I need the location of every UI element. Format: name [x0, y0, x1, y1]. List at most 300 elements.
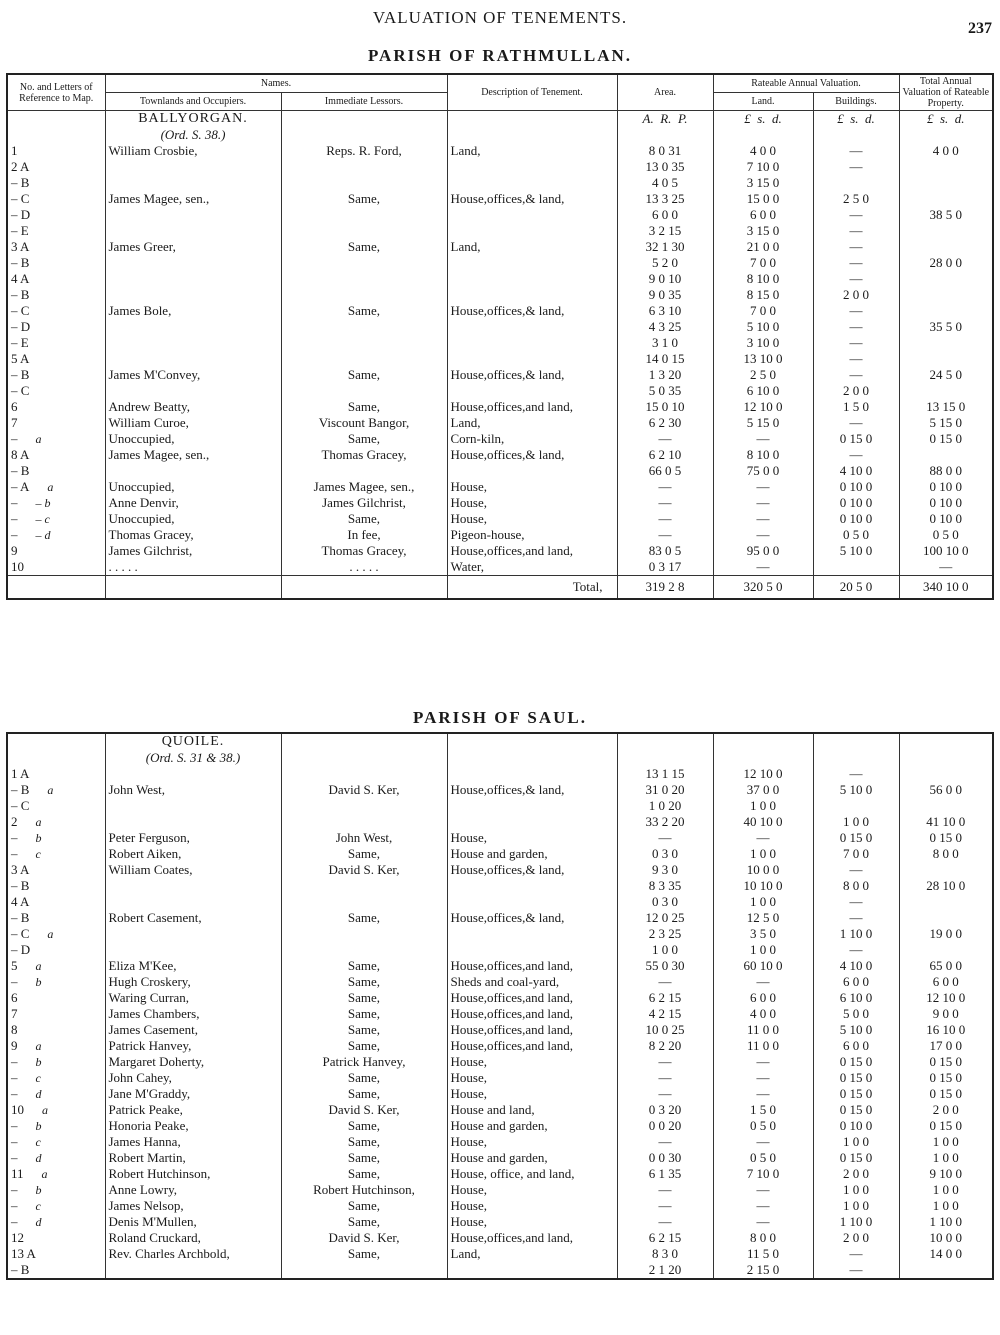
- row-buildings: 0 10 0: [813, 479, 899, 495]
- row-ref: [7, 1230, 105, 1246]
- row-total: 0 15 0: [899, 431, 993, 447]
- row-description: House,offices,& land,: [447, 367, 617, 383]
- row-ref: [7, 1038, 105, 1054]
- row-ref-number: – D: [11, 319, 31, 334]
- table-row: [7, 1134, 993, 1150]
- row-total: 0 10 0: [899, 511, 993, 527]
- row-ref-sub: d: [35, 1087, 42, 1101]
- row-description: House and land,: [447, 1102, 617, 1118]
- row-ref-sub: – d: [35, 528, 51, 542]
- row-ref-number: – B: [11, 463, 30, 478]
- row-ref: [7, 223, 105, 239]
- table-row: [7, 415, 993, 431]
- row-occupier: [105, 207, 281, 223]
- row-total: [899, 447, 993, 463]
- row-land: 1 0 0: [713, 846, 813, 862]
- row-area: 66 0 5: [617, 463, 713, 479]
- row-area: —: [617, 974, 713, 990]
- row-area: 6 0 0: [617, 207, 713, 223]
- row-description: Land,: [447, 1246, 617, 1262]
- row-total: 9 0 0: [899, 1006, 993, 1022]
- table-row: [7, 255, 993, 271]
- row-lessor: [281, 159, 447, 175]
- row-buildings: —: [813, 942, 899, 958]
- table-row: [7, 1262, 993, 1279]
- row-occupier: . . . . .: [105, 559, 281, 576]
- row-description: Pigeon-house,: [447, 527, 617, 543]
- row-land: 7 0 0: [713, 303, 813, 319]
- row-area: 4 3 25: [617, 319, 713, 335]
- row-total: 1 0 0: [899, 1134, 993, 1150]
- table-row: [7, 974, 993, 990]
- row-buildings: —: [813, 415, 899, 431]
- row-area: 10 0 25: [617, 1022, 713, 1038]
- row-ref: [7, 1182, 105, 1198]
- row-ref: [7, 1006, 105, 1022]
- row-lessor: David S. Ker,: [281, 782, 447, 798]
- row-lessor: [281, 1262, 447, 1279]
- row-buildings: 0 15 0: [813, 830, 899, 846]
- row-ref: [7, 255, 105, 271]
- row-total: [899, 303, 993, 319]
- row-area: 55 0 30: [617, 958, 713, 974]
- row-ref-number: 13 A: [11, 1246, 36, 1261]
- row-land: 13 10 0: [713, 351, 813, 367]
- row-description: House,: [447, 1198, 617, 1214]
- row-lessor: [281, 207, 447, 223]
- col-description: Description of Tenement.: [447, 74, 617, 111]
- row-ref-number: – C: [11, 383, 30, 398]
- row-buildings: —: [813, 223, 899, 239]
- row-ref-sub: a: [41, 1167, 48, 1181]
- row-total: [899, 766, 993, 782]
- table-row: [7, 431, 993, 447]
- row-buildings: —: [813, 1246, 899, 1262]
- col-ref: No. and Letters of Reference to Map.: [7, 74, 105, 111]
- row-area: 2 1 20: [617, 1262, 713, 1279]
- table-row: [7, 495, 993, 511]
- row-ref-sub: b: [35, 975, 42, 989]
- row-description: [447, 271, 617, 287]
- row-total: 1 0 0: [899, 1198, 993, 1214]
- row-land: 5 10 0: [713, 319, 813, 335]
- row-ref-number: 11: [11, 1166, 24, 1181]
- row-description: House,: [447, 830, 617, 846]
- row-lessor: Same,: [281, 1246, 447, 1262]
- row-ref-number: 10: [11, 559, 24, 574]
- row-description: [447, 287, 617, 303]
- table-row: [7, 942, 993, 958]
- row-ref-sub: b: [35, 1183, 42, 1197]
- row-buildings: 1 10 0: [813, 926, 899, 942]
- row-area: 13 1 15: [617, 766, 713, 782]
- row-land: 21 0 0: [713, 239, 813, 255]
- row-description: House,: [447, 495, 617, 511]
- row-description: House,offices,& land,: [447, 862, 617, 878]
- row-buildings: 0 15 0: [813, 1102, 899, 1118]
- row-land: 75 0 0: [713, 463, 813, 479]
- table-row: [7, 1214, 993, 1230]
- row-ref-number: – A: [11, 479, 30, 494]
- row-area: 9 3 0: [617, 862, 713, 878]
- row-total: [899, 287, 993, 303]
- row-lessor: In fee,: [281, 527, 447, 543]
- row-ref-number: –: [11, 1134, 18, 1149]
- row-land: 8 15 0: [713, 287, 813, 303]
- row-ref: [7, 319, 105, 335]
- row-lessor: [281, 223, 447, 239]
- row-buildings: 6 10 0: [813, 990, 899, 1006]
- row-ref: [7, 159, 105, 175]
- row-ref: [7, 1150, 105, 1166]
- row-lessor: [281, 798, 447, 814]
- row-lessor: [281, 287, 447, 303]
- row-lessor: Same,: [281, 846, 447, 862]
- row-buildings: 4 10 0: [813, 463, 899, 479]
- row-lessor: Same,: [281, 910, 447, 926]
- row-ref-number: –: [11, 974, 18, 989]
- row-total: 65 0 0: [899, 958, 993, 974]
- row-ref: [7, 239, 105, 255]
- row-land: 4 0 0: [713, 143, 813, 159]
- row-ref: [7, 191, 105, 207]
- row-land: 6 0 0: [713, 207, 813, 223]
- row-description: House,: [447, 1182, 617, 1198]
- row-buildings: 0 10 0: [813, 495, 899, 511]
- row-lessor: James Gilchrist,: [281, 495, 447, 511]
- row-land: 3 15 0: [713, 175, 813, 191]
- row-description: House,offices,and land,: [447, 1022, 617, 1038]
- col-townlands: Townlands and Occupiers.: [105, 93, 281, 111]
- row-ref-number: –: [11, 527, 18, 542]
- row-lessor: [281, 463, 447, 479]
- row-description: House,offices,& land,: [447, 447, 617, 463]
- row-ref-number: 10: [11, 1102, 24, 1117]
- row-land: —: [713, 495, 813, 511]
- row-total: 28 0 0: [899, 255, 993, 271]
- row-buildings: 5 0 0: [813, 1006, 899, 1022]
- row-buildings: 1 0 0: [813, 814, 899, 830]
- row-area: 1 0 0: [617, 942, 713, 958]
- land-units: £ s. d.: [713, 111, 813, 128]
- row-occupier: Unoccupied,: [105, 431, 281, 447]
- row-description: Corn-kiln,: [447, 431, 617, 447]
- row-land: 5 15 0: [713, 415, 813, 431]
- row-occupier: [105, 287, 281, 303]
- row-buildings: —: [813, 1262, 899, 1279]
- row-land: 15 0 0: [713, 191, 813, 207]
- row-ref-number: –: [11, 1086, 18, 1101]
- row-ref: [7, 1102, 105, 1118]
- row-ref-number: – D: [11, 207, 31, 222]
- table-row: [7, 878, 993, 894]
- row-ref-number: – B: [11, 175, 30, 190]
- row-area: 9 0 35: [617, 287, 713, 303]
- row-ref-sub: a: [35, 959, 42, 973]
- row-land: —: [713, 1182, 813, 1198]
- row-occupier: [105, 766, 281, 782]
- row-ref: [7, 431, 105, 447]
- row-ref-number: –: [11, 830, 18, 845]
- row-land: 10 10 0: [713, 878, 813, 894]
- row-ref-sub: c: [35, 1135, 41, 1149]
- row-lessor: [281, 351, 447, 367]
- row-description: [447, 383, 617, 399]
- row-total: 4 0 0: [899, 143, 993, 159]
- row-ref: [7, 479, 105, 495]
- row-lessor: [281, 175, 447, 191]
- table-row: [7, 798, 993, 814]
- table-row: [7, 1102, 993, 1118]
- col-lessors: Immediate Lessors.: [281, 93, 447, 111]
- row-occupier: James Casement,: [105, 1022, 281, 1038]
- row-occupier: Anne Denvir,: [105, 495, 281, 511]
- row-area: 12 0 25: [617, 910, 713, 926]
- row-ref: [7, 415, 105, 431]
- row-occupier: James Magee, sen.,: [105, 447, 281, 463]
- row-ref: [7, 1022, 105, 1038]
- row-buildings: 4 10 0: [813, 958, 899, 974]
- row-total: [899, 910, 993, 926]
- row-land: 11 0 0: [713, 1022, 813, 1038]
- row-occupier: James Gilchrist,: [105, 543, 281, 559]
- row-occupier: [105, 319, 281, 335]
- row-ref-number: – B: [11, 1262, 30, 1277]
- row-land: —: [713, 479, 813, 495]
- row-description: Land,: [447, 415, 617, 431]
- row-occupier: Thomas Gracey,: [105, 527, 281, 543]
- row-lessor: Same,: [281, 1214, 447, 1230]
- row-total: [899, 335, 993, 351]
- table-row: [7, 894, 993, 910]
- row-occupier: James Magee, sen.,: [105, 191, 281, 207]
- row-occupier: [105, 335, 281, 351]
- row-land: 1 0 0: [713, 942, 813, 958]
- row-ref: [7, 862, 105, 878]
- row-ref: [7, 495, 105, 511]
- row-occupier: [105, 175, 281, 191]
- table-row: [7, 1150, 993, 1166]
- row-ref-sub: a: [47, 927, 54, 941]
- row-land: 4 0 0: [713, 1006, 813, 1022]
- row-area: 0 3 0: [617, 846, 713, 862]
- row-area: —: [617, 1134, 713, 1150]
- parish-title-rathmullan: PARISH OF RATHMULLAN.: [367, 46, 633, 65]
- row-ref: [7, 1134, 105, 1150]
- row-ref: [7, 878, 105, 894]
- row-ref: [7, 1054, 105, 1070]
- row-area: —: [617, 1086, 713, 1102]
- table-row: [7, 926, 993, 942]
- total-label: Total,: [447, 576, 617, 600]
- row-total: 2 0 0: [899, 1102, 993, 1118]
- row-area: —: [617, 1054, 713, 1070]
- row-land: 10 0 0: [713, 862, 813, 878]
- row-ref-sub: a: [35, 432, 42, 446]
- row-lessor: Same,: [281, 1134, 447, 1150]
- townland-ord: (Ord. S. 38.): [160, 127, 226, 142]
- row-occupier: [105, 351, 281, 367]
- row-buildings: 0 15 0: [813, 1086, 899, 1102]
- row-ref: [7, 974, 105, 990]
- row-description: [447, 766, 617, 782]
- townland-name: [105, 111, 281, 144]
- row-ref: [7, 1262, 105, 1279]
- row-ref: [7, 271, 105, 287]
- row-ref-sub: b: [35, 1119, 42, 1133]
- row-occupier: James Chambers,: [105, 1006, 281, 1022]
- row-lessor: Same,: [281, 1118, 447, 1134]
- row-lessor: Thomas Gracey,: [281, 543, 447, 559]
- row-ref-number: 3 A: [11, 862, 30, 877]
- row-ref: [7, 511, 105, 527]
- row-total: 6 0 0: [899, 974, 993, 990]
- row-land: 8 10 0: [713, 271, 813, 287]
- row-ref: [7, 1246, 105, 1262]
- row-area: 2 3 25: [617, 926, 713, 942]
- row-occupier: [105, 814, 281, 830]
- table-row: [7, 351, 993, 367]
- row-description: [447, 1262, 617, 1279]
- row-lessor: Reps. R. Ford,: [281, 143, 447, 159]
- row-area: 32 1 30: [617, 239, 713, 255]
- row-lessor: Same,: [281, 1006, 447, 1022]
- total-units: £ s. d.: [899, 111, 993, 128]
- table-row: [7, 319, 993, 335]
- row-ref-sub: a: [42, 1103, 48, 1117]
- row-description: [447, 207, 617, 223]
- row-ref: [7, 814, 105, 830]
- row-occupier: Robert Martin,: [105, 1150, 281, 1166]
- row-total: 0 15 0: [899, 1118, 993, 1134]
- row-buildings: 5 10 0: [813, 782, 899, 798]
- table-row: [7, 1054, 993, 1070]
- row-lessor: Same,: [281, 1086, 447, 1102]
- table-row: [7, 191, 993, 207]
- row-total: 8 0 0: [899, 846, 993, 862]
- row-occupier: [105, 159, 281, 175]
- row-area: 0 3 0: [617, 894, 713, 910]
- row-area: 0 0 30: [617, 1150, 713, 1166]
- row-occupier: Denis M'Mullen,: [105, 1214, 281, 1230]
- row-ref-number: –: [11, 1070, 18, 1085]
- row-total: 0 5 0: [899, 527, 993, 543]
- row-occupier: Margaret Doherty,: [105, 1054, 281, 1070]
- row-area: 33 2 20: [617, 814, 713, 830]
- table-row: [7, 1230, 993, 1246]
- row-buildings: [813, 175, 899, 191]
- row-ref-sub: a: [47, 783, 54, 797]
- row-land: 37 0 0: [713, 782, 813, 798]
- row-ref-sub: a: [47, 480, 54, 494]
- table-row: [7, 175, 993, 191]
- row-description: [447, 335, 617, 351]
- row-description: [447, 319, 617, 335]
- table-row: [7, 207, 993, 223]
- row-ref-number: –: [11, 1198, 18, 1213]
- table-row: [7, 559, 993, 576]
- row-ref: [7, 1166, 105, 1182]
- row-buildings: 0 15 0: [813, 1054, 899, 1070]
- row-lessor: Same,: [281, 367, 447, 383]
- row-description: [447, 798, 617, 814]
- table-row: [7, 846, 993, 862]
- row-occupier: Patrick Peake,: [105, 1102, 281, 1118]
- row-total: [899, 1262, 993, 1279]
- row-land: 0 5 0: [713, 1118, 813, 1134]
- row-lessor: Thomas Gracey,: [281, 447, 447, 463]
- row-buildings: —: [813, 319, 899, 335]
- table-row: [7, 223, 993, 239]
- row-land: 3 15 0: [713, 223, 813, 239]
- row-description: [447, 175, 617, 191]
- row-total: [899, 894, 993, 910]
- row-land: 6 10 0: [713, 383, 813, 399]
- row-area: 83 0 5: [617, 543, 713, 559]
- row-occupier: William Coates,: [105, 862, 281, 878]
- row-ref-number: – B: [11, 367, 30, 382]
- row-total: 0 15 0: [899, 1070, 993, 1086]
- row-ref-number: –: [11, 431, 18, 446]
- page-header: [0, 4, 1000, 40]
- row-lessor: [281, 383, 447, 399]
- row-buildings: 0 5 0: [813, 527, 899, 543]
- row-lessor: Same,: [281, 958, 447, 974]
- row-area: 31 0 20: [617, 782, 713, 798]
- col-buildings: Buildings.: [813, 93, 899, 111]
- row-total: 14 0 0: [899, 1246, 993, 1262]
- row-buildings: —: [813, 766, 899, 782]
- row-ref-number: 9: [11, 1038, 18, 1053]
- row-buildings: 2 0 0: [813, 1230, 899, 1246]
- row-area: 13 0 35: [617, 159, 713, 175]
- row-total: 0 10 0: [899, 495, 993, 511]
- row-ref: [7, 1086, 105, 1102]
- row-land: 11 5 0: [713, 1246, 813, 1262]
- row-description: House,offices,and land,: [447, 1006, 617, 1022]
- row-ref-number: – B: [11, 287, 30, 302]
- row-total: —: [899, 559, 993, 576]
- row-lessor: Same,: [281, 239, 447, 255]
- row-ref-number: 12: [11, 1230, 24, 1245]
- row-buildings: —: [813, 159, 899, 175]
- row-description: House,offices,& land,: [447, 191, 617, 207]
- row-description: House,offices,and land,: [447, 543, 617, 559]
- row-area: —: [617, 1182, 713, 1198]
- row-buildings: 1 10 0: [813, 1214, 899, 1230]
- row-occupier: [105, 798, 281, 814]
- table-row: [7, 159, 993, 175]
- row-ref-number: 5: [11, 958, 18, 973]
- row-ref-number: – B: [11, 782, 30, 797]
- row-ref: [7, 287, 105, 303]
- total-buildings: 20 5 0: [813, 576, 899, 600]
- row-occupier: Unoccupied,: [105, 479, 281, 495]
- row-land: 40 10 0: [713, 814, 813, 830]
- row-ref-sub: c: [35, 1199, 41, 1213]
- row-total: 24 5 0: [899, 367, 993, 383]
- row-area: 5 2 0: [617, 255, 713, 271]
- row-area: 3 2 15: [617, 223, 713, 239]
- row-total: [899, 351, 993, 367]
- row-description: [447, 926, 617, 942]
- row-area: —: [617, 1198, 713, 1214]
- row-description: House,: [447, 511, 617, 527]
- table-row: [7, 271, 993, 287]
- row-ref-sub: a: [35, 1039, 42, 1053]
- row-occupier: Robert Hutchinson,: [105, 1166, 281, 1182]
- row-ref-number: – C: [11, 303, 30, 318]
